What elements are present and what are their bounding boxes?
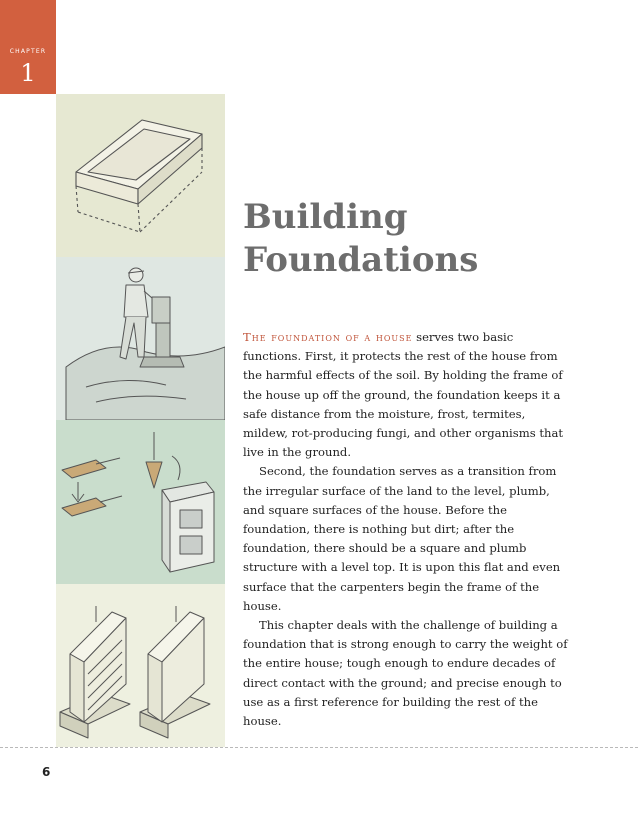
title-line-1: Building [243, 197, 408, 237]
lead-in: The foundation of a house [243, 330, 413, 344]
chapter-tab [0, 0, 56, 94]
chapter-title [243, 196, 478, 282]
compactor-illustration [56, 257, 225, 420]
foundation-walls-illustration [56, 584, 225, 747]
footer-rule [0, 747, 638, 748]
paragraph-3: This chapter deals with the challenge of building a foundation that is strong enough to carry the weight of the entire house; tough enough to endure decades of direct contact with the ground; and precise enough to use as a first reference for building the rest of the house. [243, 618, 568, 729]
page-number: 6 [42, 765, 51, 779]
chapter-number: 1 [20, 59, 36, 87]
chapter-intro [243, 328, 573, 731]
chapter-label: CHAPTER [9, 48, 47, 55]
title-line-2: Foundations [243, 240, 479, 280]
block-mortar-illustration [56, 420, 225, 584]
paragraph-1-text: serves two basic functions. First, it protects the rest of the house from the harmful effects of the soil. By holding the frame of the house up off the ground, the foundation keeps it a safe distance from the moisture, frost, termites, mildew, rot-producing fungi, and other organisms that live in the ground. [243, 330, 564, 460]
formwork-illustration [56, 94, 225, 257]
paragraph-2: Second, the foundation serves as a transition from the irregular surface of the land to the level, plumb, and square surfaces of the house. Before the foundation, there is nothing but dirt; after the foundation, there should be a square and plumb structure with a level top. It is upon this flat and even surface that the carpenters begin the frame of the house. [243, 464, 561, 613]
paragraph-1 [243, 328, 573, 462]
